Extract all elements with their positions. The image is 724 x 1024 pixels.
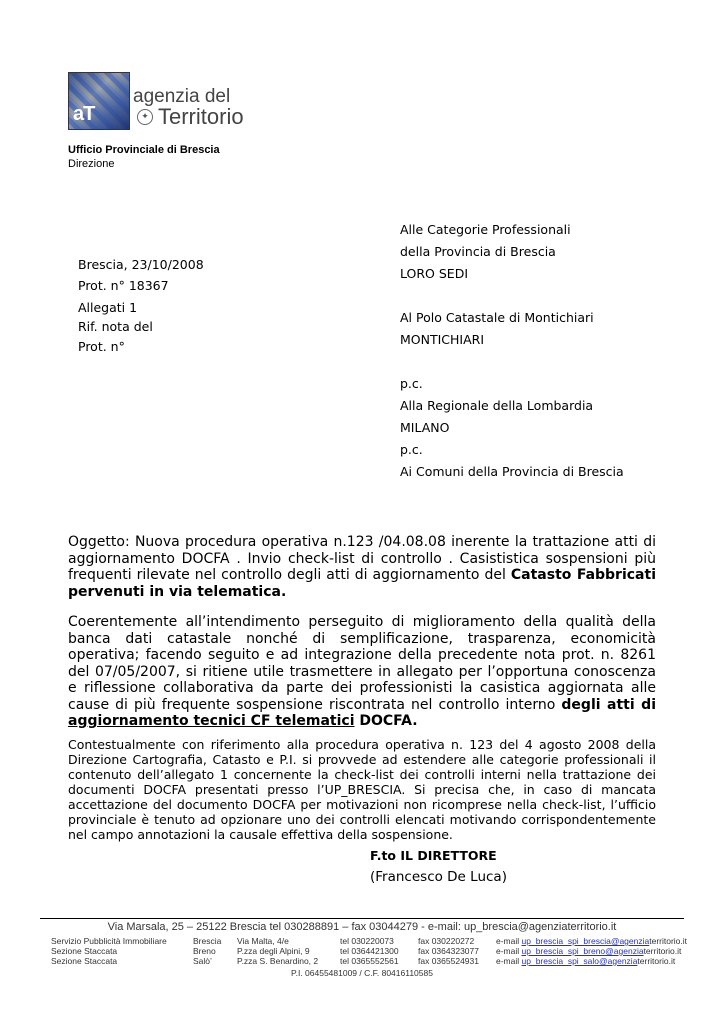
footer-tel: tel 0365552561 bbox=[340, 956, 399, 966]
reference-note: Rif. nota del bbox=[78, 319, 153, 334]
footer-fax: fax 0365524931 bbox=[418, 956, 479, 966]
office-name: Ufficio Provinciale di Brescia bbox=[68, 144, 220, 156]
footer-email-prefix: e-mail bbox=[496, 946, 522, 956]
recipient-line: p.c. bbox=[400, 442, 423, 457]
recipient-line: Ai Comuni della Provincia di Brescia bbox=[400, 464, 624, 479]
subject-text: Oggetto: Nuova procedura operativa n.123 /04.08.08 inerente la trattazione atti di aggiornamento DOCFA . Invio check-list di controllo . Casististica sospensioni più frequenti rilevate nel controllo degli atti di aggiornamento del bbox=[68, 534, 656, 583]
brand-line1: agenzia del bbox=[133, 86, 231, 107]
footer-email bbox=[496, 946, 681, 956]
body-paragraph-1 bbox=[68, 614, 656, 730]
body-paragraph-2: Contestualmente con riferimento alla procedura operativa n. 123 del 4 agosto 2008 della Direzione Cartografia, Catasto e P.I. si provvede ad estendere alle categorie professionali il contenuto dell’allegato 1 concernente la check-list dei controlli interni nella trattazione dei documenti DOCFA presentati presso l’UP_BRESCIA. Si precisa che, in caso di mancata accettazione del documento DOCFA per motivazioni non ricomprese nella check-list, l’ufficio provinciale è tenuto ad opzionare uno dei controlli elencati motivando corrispondentemente nel campo annotazioni la causale effettiva della sospensione. bbox=[68, 737, 656, 842]
footer-email bbox=[496, 956, 675, 966]
footer-email-suffix: territorio.it bbox=[637, 956, 676, 966]
footer-tel: tel 030220073 bbox=[340, 936, 394, 946]
footer-email-prefix: e-mail bbox=[496, 936, 522, 946]
subject-paragraph bbox=[68, 534, 656, 600]
footer-email-suffix: territorio.it bbox=[643, 946, 682, 956]
footer-addr: P.zza degli Alpini, 9 bbox=[237, 946, 310, 956]
footer-city: Breno bbox=[193, 946, 216, 956]
subject-bold: Catasto Fabbricati pervenuti in via telematica. bbox=[68, 567, 656, 600]
footer-label: Sezione Staccata bbox=[51, 956, 118, 966]
footer-email-link[interactable]: up_brescia_spi_salo@agenzia bbox=[521, 956, 638, 966]
footer-label: Servizio Pubblicità Immobiliare bbox=[51, 936, 167, 946]
recipient-line: Alle Categorie Professionali bbox=[400, 222, 571, 237]
para1-bold2: aggiornamento tecnici CF telematici bbox=[68, 713, 355, 729]
logo-letters: aT bbox=[73, 103, 95, 125]
footer-email-link[interactable]: up_brescia_spi_breno@agenzia bbox=[521, 946, 644, 956]
footer-tax-ids: P.I. 06455481009 / C.F. 80416110585 bbox=[291, 968, 433, 978]
footer-divider bbox=[40, 918, 684, 919]
footer-tel: tel 0364421300 bbox=[340, 946, 399, 956]
footer-email bbox=[496, 936, 687, 946]
emblem-icon: ✦ bbox=[137, 109, 153, 125]
recipient-line: Al Polo Catastale di Montichiari bbox=[400, 310, 594, 325]
footer-address: Via Marsala, 25 – 25122 Brescia tel 030288891 – fax 03044279 - e-mail: up_brescia@agenziaterritorio.it bbox=[107, 921, 617, 933]
recipient-line: MILANO bbox=[400, 420, 450, 435]
footer-addr: P.zza S. Benardino, 2 bbox=[237, 956, 319, 966]
recipient-line: MONTICHIARI bbox=[400, 332, 485, 347]
attachments: Allegati 1 bbox=[78, 300, 138, 315]
recipient-line: della Provincia di Brescia bbox=[400, 244, 556, 259]
office-sub: Direzione bbox=[68, 158, 115, 170]
recipient-line: p.c. bbox=[400, 376, 423, 391]
recipient-line: LORO SEDI bbox=[400, 266, 468, 281]
letter-date: Brescia, 23/10/2008 bbox=[78, 257, 204, 272]
footer-city: Salò’ bbox=[193, 956, 212, 966]
signature-title: F.to IL DIRETTORE bbox=[370, 848, 497, 863]
footer-addr: Via Malta, 4/e bbox=[237, 936, 289, 946]
para1-bold3: DOCFA. bbox=[354, 713, 418, 729]
footer-label: Sezione Staccata bbox=[51, 946, 118, 956]
agency-logo bbox=[68, 72, 130, 130]
brand-line2: Territorio bbox=[158, 104, 244, 129]
footer-email-prefix: e-mail bbox=[496, 956, 522, 966]
protocol-number: Prot. n° 18367 bbox=[78, 278, 169, 293]
footer-city: Brescia bbox=[193, 936, 222, 946]
recipient-line: Alla Regionale della Lombardia bbox=[400, 398, 594, 413]
footer-fax: fax 030220272 bbox=[418, 936, 475, 946]
footer-email-link[interactable]: up_brescia_spi_brescia@agenzia bbox=[521, 936, 650, 946]
para1-bold1: degli atti di bbox=[561, 696, 656, 713]
reference-protocol: Prot. n° bbox=[78, 339, 125, 354]
footer-fax: fax 0364323077 bbox=[418, 946, 479, 956]
signature-name: (Francesco De Luca) bbox=[370, 869, 507, 885]
footer-email-suffix: territorio.it bbox=[649, 936, 688, 946]
para1-text: Coerentemente all’intendimento perseguito di miglioramento della qualità della banca dati catastale nonché di semplificazione, trasparenza, economicità operativa; facendo seguito e ad integrazione della precedente nota prot. n. 8261 del 07/05/2007, si ritiene utile trasmettere in allegato per l’opportuna conoscenza e riflessione collaborativa da parte dei professionisti la casistica aggiornata alle cause di più frequente sospensione riscontrata nel controllo interno bbox=[68, 614, 656, 713]
